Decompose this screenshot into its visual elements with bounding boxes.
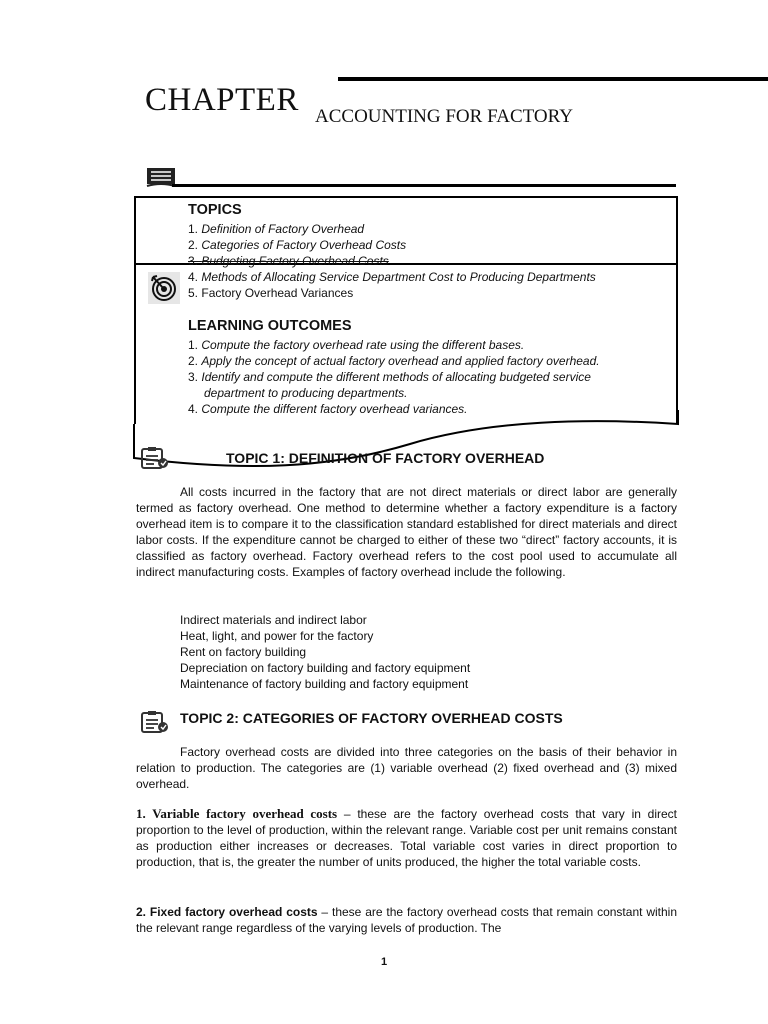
section-rule <box>172 184 676 187</box>
list-item: Indirect materials and indirect labor <box>180 613 367 627</box>
list-item: Depreciation on factory building and factory equipment <box>180 661 471 675</box>
outcomes-heading: LEARNING OUTCOMES <box>188 318 352 334</box>
variable-overhead-paragraph: 1. Variable factory overhead costs – these are the factory overhead costs that vary in direct proportion to the level of production, within the relevant range. Variable cost per unit remains constant as production either increases or decreases. Total variable cost varies in direct proportion to production, that is, the greater the number of units produced, the higher the total variable costs. <box>136 806 678 869</box>
topics-heading: TOPICS <box>188 202 242 218</box>
list-item: 4. Methods of Allocating Service Department Cost to Producing Departments <box>188 270 596 284</box>
list-item: 1. Compute the factory overhead rate using the different bases. <box>188 338 525 352</box>
topic1-heading: TOPIC 1: DEFINITION OF FACTORY OVERHEAD <box>226 450 545 466</box>
chapter-title: ACCOUNTING FOR FACTORY <box>315 106 573 127</box>
header-rule <box>338 77 768 81</box>
target-icon <box>148 272 180 309</box>
list-item: 3. Identify and compute the different methods of allocating budgeted service <box>188 370 591 384</box>
overhead-examples-list <box>180 612 470 692</box>
list-item: 3. Budgeting Factory Overhead Costs <box>188 254 389 268</box>
clipboard-icon <box>140 710 170 739</box>
topic1-paragraph: All costs incurred in the factory that are not direct materials or direct labor are generally termed as factory overhead. One method to determine whether a factory expenditure is a factory overhead item is to compare it to the classification standard established for direct materials and direct labor costs. If the expenditure cannot be charged to either of these two “direct” factory accounts, it is classified as factory overhead. Factory overhead refers to the cost pool used to accumulate all indirect manufacturing costs. Examples of factory overhead include the following. <box>136 485 677 579</box>
topics-list <box>188 221 596 301</box>
topic2-paragraph: Factory overhead costs are divided into three categories on the basis of their behavior in relation to production. The categories are (1) variable overhead (2) fixed overhead and (3) mixed overhead. <box>136 745 677 791</box>
list-item: 2. Categories of Factory Overhead Costs <box>188 238 407 252</box>
list-item: department to producing departments. <box>204 386 408 400</box>
fixed-overhead-paragraph: 2. Fixed factory overhead costs – these are the factory overhead costs that remain constant within the relevant range regardless of the varying levels of production. The <box>136 905 678 935</box>
list-item: Heat, light, and power for the factory <box>180 629 374 643</box>
list-item: 5. Factory Overhead Variances <box>188 286 354 300</box>
outcomes-list <box>188 337 600 417</box>
list-item: 4. Compute the different factory overhead variances. <box>188 402 468 416</box>
variable-overhead-term: 1. Variable factory overhead costs <box>136 806 338 821</box>
topic2-heading: TOPIC 2: CATEGORIES OF FACTORY OVERHEAD COSTS <box>180 710 563 726</box>
chapter-label: CHAPTER <box>145 82 299 118</box>
list-item: 2. Apply the concept of actual factory overhead and applied factory overhead. <box>188 354 600 368</box>
fixed-overhead-term: 2. Fixed factory overhead costs <box>136 905 318 919</box>
page-number: 1 <box>380 956 388 968</box>
book-icon <box>144 166 178 195</box>
clipboard-icon <box>140 446 170 475</box>
list-item: Rent on factory building <box>180 645 307 659</box>
list-item: 1. Definition of Factory Overhead <box>188 222 365 236</box>
list-item: Maintenance of factory building and factory equipment <box>180 677 469 691</box>
